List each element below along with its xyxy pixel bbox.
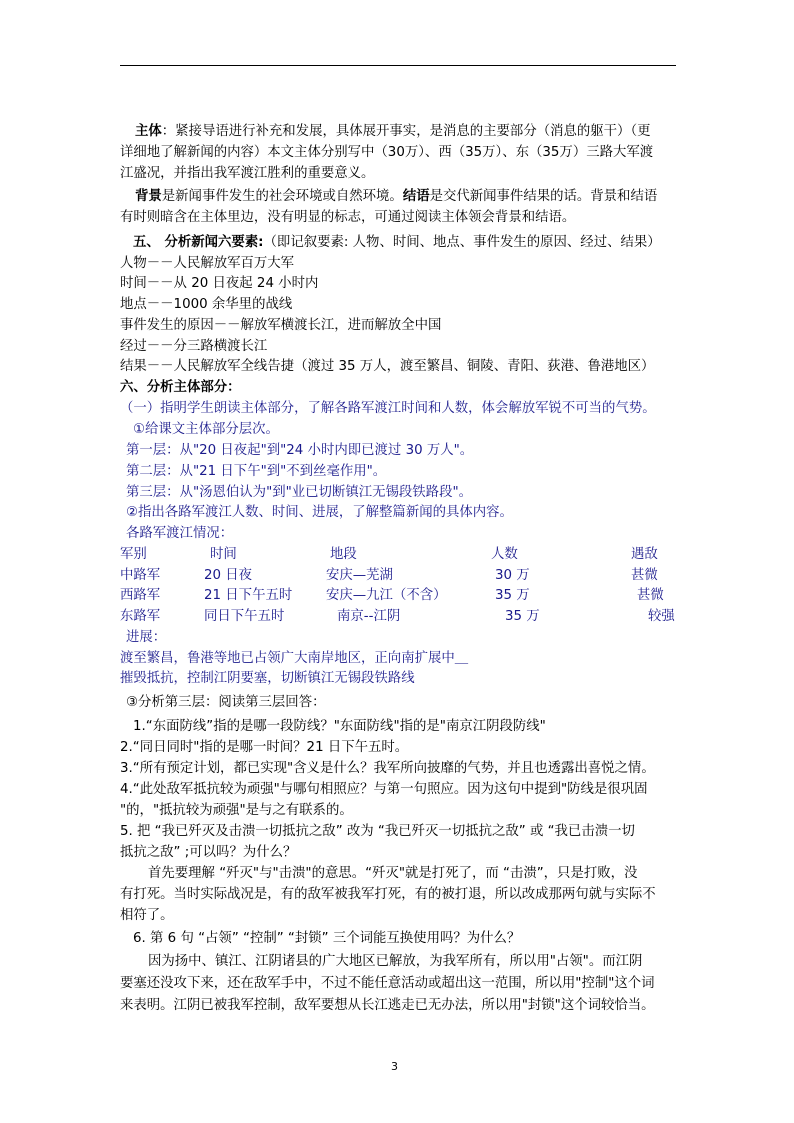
section5-heading-line <box>133 233 661 253</box>
question-4-line2: "的，"抵抗较为顽强"是与之有联系的。 <box>120 803 353 818</box>
table-header: 军别 <box>120 547 147 562</box>
jieyu-term: 结语 <box>402 189 430 204</box>
table-cell: 20 日夜 <box>204 568 253 583</box>
question-4-line1: 4.“此处敌军抵抗较为顽强"与哪句相照应？与第一句照应。因为这句中提到"防线是很巩固 <box>120 782 648 797</box>
beijing-term: 背景 <box>135 189 162 204</box>
layer-1: 第一层：从"20 日夜起"到"24 小时内即已渡过 30 万人"。 <box>126 443 474 458</box>
zhuti-line3: 江盛况，并指出我军渡江胜利的重要意义。 <box>120 166 375 181</box>
progress-line-1: 渡至繁昌，鲁港等地已占领广大南岸地区，正向南扩展中＿ <box>120 651 469 666</box>
table-cell: 21 日下午五时 <box>204 588 293 603</box>
layer-3: 第三层：从"汤恩伯认为"到"业已切断镇江无锡段铁路段"。 <box>126 485 473 500</box>
table-cell: 安庆—芜湖 <box>326 568 393 583</box>
question-3: 3.“所有预定计划，都已实现"含义是什么？我军所向披靡的气势，并且也透露出喜悦之情。 <box>120 761 655 776</box>
table-cell: 安庆—九江（不含） <box>326 588 447 603</box>
table-header: 时间 <box>210 547 237 562</box>
progress-label: 进展： <box>126 630 167 645</box>
element-cause: 事件发生的原因－－解放军横渡长江，进而解放全中国 <box>120 318 442 333</box>
step1: ①给课文主体部分层次。 <box>133 422 279 437</box>
beijing-line1 <box>135 187 657 207</box>
table-cell: 南京--江阴 <box>337 609 401 624</box>
beijing-line2: 有时则暗含在主体里边，没有明显的标志，可通过阅读主体领会背景和结语。 <box>120 210 576 225</box>
element-result: 结果－－人民解放军全线告捷（渡过 35 万人，渡至繁昌、铜陵、青阳、荻港、鲁港地区） <box>120 359 655 374</box>
table-header: 地段 <box>330 547 357 562</box>
table-cell: 同日下午五时 <box>204 609 285 624</box>
section6-heading: 六、分析主体部分： <box>120 380 241 395</box>
answer-5-line2: 有打死。当时实际战况是，有的敌军被我军打死，有的被打退，所以改成那两句就与实际不 <box>120 887 656 902</box>
page-number: 3 <box>391 1060 398 1073</box>
table-cell: 30 万 <box>495 568 530 583</box>
beijing-text1: 是新闻事件发生的社会环境或自然环境。 <box>161 189 403 204</box>
step3: ③分析第三层：阅读第三层回答： <box>126 695 326 710</box>
section6-sub1: （一）指明学生朗读主体部分，了解各路军渡江时间和人数，体会解放军锐不可当的气势。 <box>120 401 656 416</box>
header-rule <box>120 65 676 66</box>
table-header: 人数 <box>491 547 518 562</box>
question-6: 6. 第 6 句 “占领” “控制” “封锁” 三个词能互换使用吗？为什么？ <box>133 931 521 946</box>
layer-2: 第二层：从"21 日下午"到"不到丝毫作用"。 <box>126 464 387 479</box>
zhuti-line2: 详细地了解新闻的内容）本文主体分别写中（30万）、西（35万）、东（35万）三路大军渡 <box>120 145 654 160</box>
table-title: 各路军渡江情况： <box>126 526 234 541</box>
element-time: 时间－－从 20 日夜起 24 小时内 <box>120 276 319 291</box>
element-place: 地点－－1000 余华里的战线 <box>120 297 293 312</box>
table-cell: 较强 <box>648 609 675 624</box>
zhuti-text: ：紧接导语进行补充和发展，具体展开事实，是消息的主要部分（消息的躯干）（更 <box>161 124 651 139</box>
table-cell: 35 万 <box>505 609 540 624</box>
question-5-line1: 5. 把 “我已歼灭及击溃一切抵抗之敌” 改为 “我已歼灭一切抵抗之敌” 或 “我已击溃一切 <box>120 824 635 839</box>
section5-note: （即记叙要素: 人物、时间、地点、事件发生的原因、经过、结果） <box>263 235 661 250</box>
beijing-text2: 是交代新闻事件结果的话。背景和结语 <box>429 189 658 204</box>
zhuti-line1 <box>135 122 651 142</box>
question-2: 2.“同日同时"指的是哪一时间？21 日下午五时。 <box>120 740 409 755</box>
section5-heading: 五、 分析新闻六要素: <box>133 235 264 250</box>
table-cell: 东路军 <box>120 609 161 624</box>
progress-line-2: 摧毁抵抗，控制江阴要塞，切断镇江无锡段铁路线 <box>120 671 415 686</box>
table-header: 遇敌 <box>631 547 658 562</box>
zhuti-term: 主体 <box>135 124 162 139</box>
table-cell: 中路军 <box>120 568 161 583</box>
question-5-line2: 抵抗之敌” ;可以吗？为什么？ <box>120 845 297 860</box>
table-cell: 甚微 <box>637 588 664 603</box>
element-person: 人物－－人民解放军百万大军 <box>120 256 295 271</box>
question-1: 1.“东面防线”指的是哪一段防线？"东面防线"指的是"南京江阴段防线" <box>133 719 546 734</box>
table-cell: 甚微 <box>631 568 658 583</box>
answer-6-line1: 因为扬中、镇江、江阴诸县的广大地区已解放，为我军所有，所以用"占领"。而江阴 <box>148 954 643 969</box>
answer-5-line3: 相符了。 <box>120 908 174 923</box>
answer-6-line3: 来表明。江阴已被我军控制，敌军要想从长江逃走已无办法，所以用"封锁"这个词较恰当。 <box>120 998 655 1013</box>
answer-6-line2: 要塞还没攻下来，还在敌军手中，不过不能任意活动或超出这一范围，所以用"控制"这个词 <box>120 976 655 991</box>
table-cell: 西路军 <box>120 588 161 603</box>
element-process: 经过－－分三路横渡长江 <box>120 339 268 354</box>
answer-5-line1: 首先要理解 “歼灭"与"击溃"的意思。“歼灭"就是打死了，而 “击溃”，只是打败，没 <box>148 866 638 881</box>
table-cell: 35 万 <box>495 588 530 603</box>
step2: ②指出各路军渡江人数、时间、进展，了解整篇新闻的具体内容。 <box>126 505 513 520</box>
